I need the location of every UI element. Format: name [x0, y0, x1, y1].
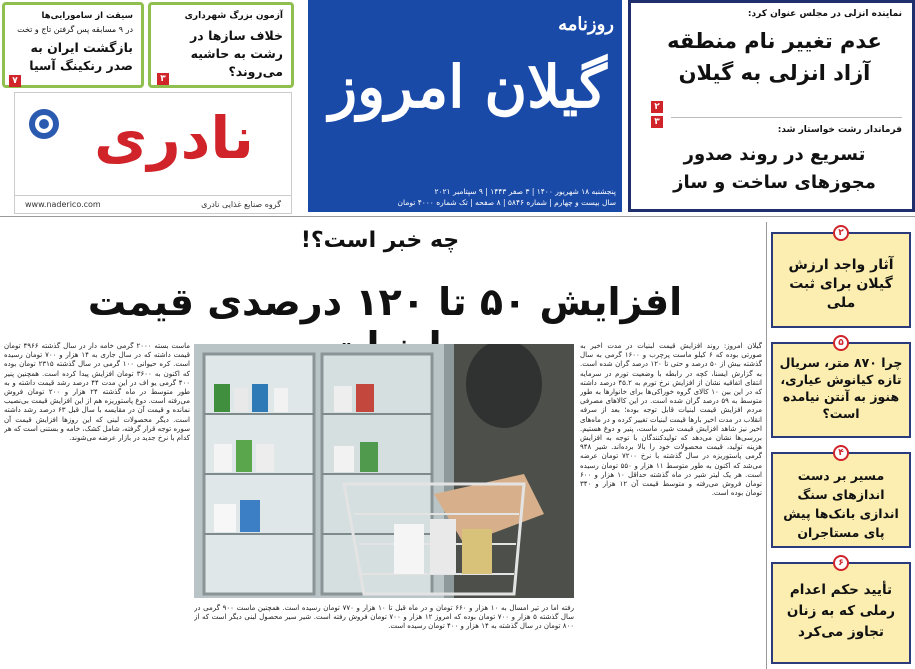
sidebar-page-number: ۵: [833, 335, 849, 351]
ad-url: www.naderico.com: [25, 200, 101, 209]
news-kicker: فرماندار رشت خواستار شد:: [777, 125, 902, 135]
sidebar-page-number: ۶: [833, 555, 849, 571]
masthead-date: [314, 186, 616, 208]
ad-brand: نادری: [94, 104, 254, 172]
masthead: [308, 0, 622, 212]
news-title[interactable]: تسریع در روند صدور مجوزهای ساخت و ساز: [673, 144, 876, 193]
sidebar-item-1[interactable]: [771, 228, 911, 328]
story-column-right: گیلان امروز: روند افزایش قیمت لبنیات در مدت اخیر به صورتی بوده که ۶ کیلو ماست پرچرب و ۱۶۰۰ گرمی به سال گذشته بیش از ۵۰ درصد و حتی تا ۱۲۰ درصد گران شده است. به گزارش ایسنا، کچه در رابطه با وضعیت تورم در سرمایه انتقای اتفاقیه نشان از افزایش نرخ تورم به ۴۵.۲ درصد داشته که در این بین ۱۰ کالای گروه خوراکی‌ها برای خانوارها به طور متوسط به ۵۹ درصد گران شده است. در این کالاهای مصرفی مردم افزایش قیمت لبنیات قابل توجه بوده؛ بعد از سرفه انقلاب در مدت اخیر بارها قیمت لبنیات تغییر کرده و در ماه‌های اخیر نیز شاهد افزایش قیمت شیر، ماست، پنیر و دوغ هستیم. بررسی‌ها نشان می‌دهد که تولیدکنندگان با توجه به افزایش هزینه تولید، قیمت محصولات خود را بالا برده‌اند. شیر ۹۴۸ گرمی پاستوریزه در سال گذشته با نرخ ۷۲۰۰ تومان عرضه می‌شد که اکنون به طور متوسط ۱۱ هزار و ۵۵۰ تومان رسیده است. هر یک لیتر شیر در ماه گذشته حداقل ۱۰ هزار و ۶۰۰ تومان فروش می‌رفته و متوسط قیمت آن ۱۲ هزار و ۳۴۰ تومان بوده است.: [580, 342, 762, 498]
news-title[interactable]: عدم تغییر نام منطقه آزاد انزلی به گیلان: [667, 29, 882, 85]
box-title[interactable]: بازگشت ایران به صدر رنکینگ آسیا: [29, 40, 133, 73]
sidebar-item-4[interactable]: [771, 558, 911, 664]
top-left-box-2: [2, 2, 144, 88]
ad-emblem-icon: [27, 107, 61, 141]
masthead-logo: [328, 12, 608, 182]
sidebar-item-3[interactable]: [771, 448, 911, 548]
advertisement[interactable]: [14, 92, 292, 214]
ad-slogan: گروه صنایع غذایی نادری: [201, 200, 281, 209]
sidebar-item-text: چرا ۸۷۰ متر، سریال تازه کیانوش عیاری، هنوز به آنتن نیامده است؟: [779, 355, 903, 421]
issue-line: سال بیست و چهارم | شماره ۵۸۴۶ | ۸ صفحه | تک شماره ۴۰۰۰ تومان: [397, 198, 616, 207]
masthead-title: گیلان امروز: [329, 53, 607, 121]
page-tag: ۷: [9, 75, 21, 87]
sidebar-item-2[interactable]: [771, 338, 911, 438]
page-tag: ۲: [651, 101, 663, 113]
box-kicker: سیقت از سامورایی‌ها: [41, 11, 133, 21]
story-headline[interactable]: افزایش ۵۰ تا ۱۲۰ درصدی قیمت: [87, 280, 683, 324]
ad-footer: [15, 195, 291, 213]
sidebar-divider: [766, 222, 767, 669]
top-right-news: [628, 0, 915, 212]
top-divider: [0, 216, 915, 217]
sidebar-page-number: ۴: [833, 445, 849, 461]
story-kicker: چه خبر است؟!: [300, 228, 460, 253]
supermarket-fridge-image: [194, 344, 574, 598]
page-tag: ۳: [157, 73, 169, 85]
box-subline: در ۹ مسابقه پس گرفتن تاج و تخت: [17, 25, 133, 34]
box-kicker: آزمون بزرگ شهرداری: [184, 11, 283, 21]
sidebar-page-number: ۲: [833, 225, 849, 241]
page-tag: ۳: [651, 116, 663, 128]
box-title[interactable]: خلاف سازها در رشت به حاشیه می‌روند؟: [190, 28, 283, 79]
date-line: پنجشنبه ۱۸ شهریور ۱۴۰۰ | ۳ صفر ۱۴۴۳ | ۹ سپتامبر ۲۰۲۱: [434, 187, 616, 196]
news-divider: [671, 117, 902, 118]
story-column-bottom: رفته اما در تیر امسال به ۱۰ هزار و ۶۶۰ تومان و در ماه قبل تا ۱۰ هزار و ۷۷۰ تومان رسیده است. همچنین ماست ۹۰۰ گرمی در سال گذشته ۵ هزار و ۷۰۰ تومان بوده که امروز ۱۲ هزار و ۷۰۰ تومان فروش رفته است. شیر سیر محصول لبنی دیگر است که از ۸۰۰ تومان در سال گذشته به ۱۴ هزار و ۴۰۰ تومان رسیده است.: [194, 604, 574, 631]
story-column-left: ماست بسته ۲۰۰۰ گرمی خامه دار در سال گذشته ۴۹۶۶ تومان قیمت داشته که در سال جاری به ۱۴ هزار و ۷۰۰ تومان رسیده است. کره حیوانی ۱۰۰ گرمی در سال گذشته ۲۳۱۵ تومان بوده که اکنون به ۳۶۰۰ تومان افزایش پیدا کرده است. همچنین پنیر ۴۰۰ گرمی یو اف در این مدت ۴۴ درصد رشد قیمت داشته و به طور متوسط در ماه گذشته ۲۴ هزار و ۲۰۰ تومان فروش می‌رفته است. دوغ پاستوریزه هم از این افزایش قیمت بی‌نصیب نمانده و قیمت آن در مقایسه با سال قبل ۶۳ درصد رشد داشته است. دیگر محصولات لبنی که این روزها افزایش قیمت آن سوره توجه قرار گرفته، شامل کشک، خامه و بستنی است که هر کدام با نرخ جدید در بازار عرضه می‌شوند.: [4, 342, 190, 443]
sidebar-item-text: تأیید حکم اعدام رملی که به زنان تجاوز می‌کرد: [786, 582, 896, 640]
story-photo: [194, 344, 574, 598]
sidebar-item-text: آثار واجد ارزش گیلان برای ثبت ملی: [788, 257, 894, 311]
masthead-small: روزنامه: [558, 14, 614, 35]
top-left-box-1: [148, 2, 294, 88]
sidebar-item-text: مسیر بر دست اندازهای سنگ اندازی بانک‌ها پیش پای مستاجران: [783, 468, 899, 540]
news-kicker: نماینده انزلی در مجلس عنوان کرد:: [747, 9, 902, 19]
